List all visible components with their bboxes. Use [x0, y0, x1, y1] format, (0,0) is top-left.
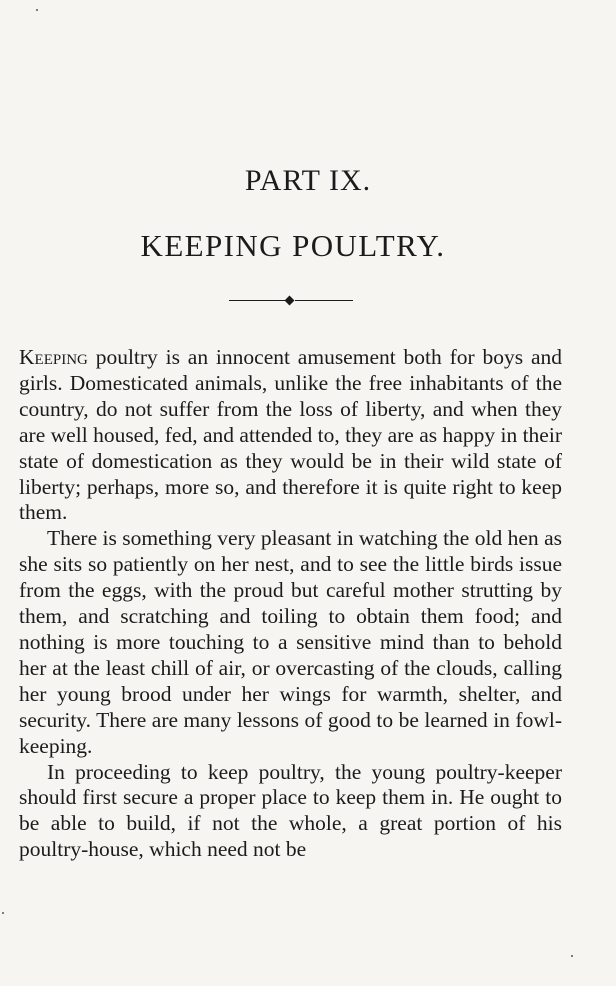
diamond-icon: [285, 296, 295, 306]
lead-word: Keeping: [19, 345, 88, 369]
divider-line-left: [229, 300, 285, 301]
paper-speck: [2, 912, 4, 914]
paragraph-text: poultry is an innocent amusement both for boys and girls. Domesticated animals, unlike the free inhabitants of the country, do not suffer from the loss of liberty, and when they are well housed, fed, and attended to, they are as happy in their state of domestication as they would be in their wild state of liberty; perhaps, more so, and therefore it is quite right to keep them.: [19, 345, 562, 525]
paragraph-3: [19, 760, 562, 864]
paragraph-text: There is something very pleasant in watching the old hen as she sits so patiently on her nest, and to see the little birds issue from the eggs, with the proud but careful mother strutting by them, and scratching and toiling to obtain them food; and nothing is more touching to a sensitive mind than to behold her at the least chill of air, or overcasting of the clouds, calling her young brood under her wings for warmth, shelter, and security. There are many lessons of good to be learned in fowl-keeping.: [19, 526, 562, 758]
chapter-body: [19, 345, 562, 863]
paragraph-2: [19, 526, 562, 759]
paper-speck: [571, 955, 573, 957]
paragraph-1: [19, 345, 562, 526]
chapter-title: KEEPING POULTRY.: [140, 228, 446, 263]
divider-line-right: [295, 300, 353, 301]
part-heading: PART IX.: [244, 164, 372, 197]
paper-speck: [36, 9, 38, 11]
section-divider-ornament: [229, 296, 353, 306]
paragraph-text: In proceeding to keep poultry, the young poultry-keeper should first secure a proper place to keep them in. He ought to be able to build, if not the whole, a great portion of his poultry-house, which need not be: [19, 759, 562, 862]
